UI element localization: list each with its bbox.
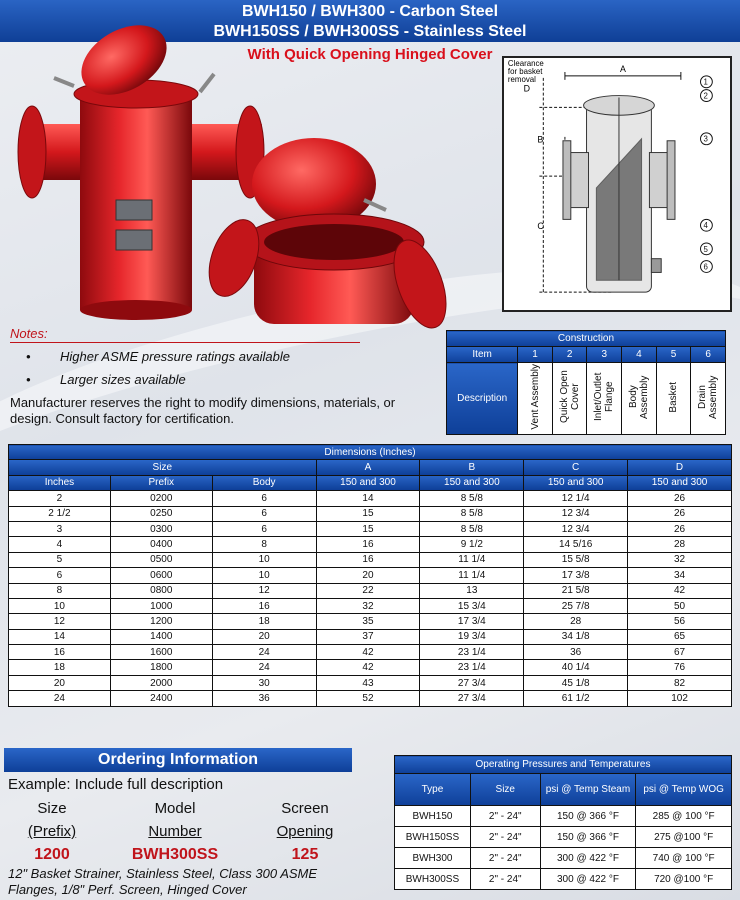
table-cell: 82 — [628, 675, 732, 690]
table-cell: 17 3/4 — [420, 614, 524, 629]
pressures-header: psi @ Temp WOG — [636, 774, 732, 806]
item-number: 3 — [587, 347, 622, 363]
table-cell: 34 — [628, 568, 732, 583]
dimension-row — [9, 552, 732, 567]
dim-header-c: C — [524, 460, 628, 475]
bullet: • — [26, 372, 31, 387]
table-cell: 15 — [316, 521, 420, 536]
table-cell: 1200 — [110, 614, 212, 629]
table-cell: BWH150SS — [395, 827, 471, 848]
callout-1: 1 — [703, 77, 708, 87]
table-cell: 15 — [316, 506, 420, 521]
clearance-note-line1: Clearance — [507, 59, 544, 69]
disclaimer-text: Manufacturer reserves the right to modify dimensions, materials, or design. Consult factory for certification. — [10, 395, 396, 426]
item-description: Basket — [668, 381, 679, 413]
dimensions-body — [9, 491, 732, 706]
table-cell: 11 1/4 — [420, 552, 524, 567]
item-description: Drain Assembly — [697, 375, 720, 419]
table-cell: 16 — [212, 598, 316, 613]
table-cell: 34 1/8 — [524, 629, 628, 644]
ordering-section — [4, 748, 354, 898]
pressures-title: Operating Pressures and Temperatures — [395, 756, 732, 774]
table-cell: 21 5/8 — [524, 583, 628, 598]
table-cell: 740 @ 100 °F — [636, 848, 732, 869]
table-cell: 150 @ 366 °F — [540, 806, 636, 827]
table-cell: 0600 — [110, 568, 212, 583]
dimension-row — [9, 675, 732, 690]
table-cell: 0400 — [110, 537, 212, 552]
table-cell: 11 1/4 — [420, 568, 524, 583]
dimension-row — [9, 537, 732, 552]
table-cell: 10 — [212, 568, 316, 583]
table-cell: BWH300SS — [395, 869, 471, 890]
table-cell: 6 — [9, 568, 111, 583]
table-cell: 56 — [628, 614, 732, 629]
table-cell: 20 — [316, 568, 420, 583]
model-value: BWH300SS — [131, 846, 219, 863]
table-cell: 40 1/4 — [524, 660, 628, 675]
table-cell: 16 — [316, 537, 420, 552]
table-cell: 15 5/8 — [524, 552, 628, 567]
table-cell: 720 @100 °F — [636, 869, 732, 890]
description-label: Description — [447, 363, 518, 435]
dimension-row — [9, 491, 732, 506]
ordering-title: Ordering Information — [4, 748, 352, 772]
dimension-row — [9, 598, 732, 613]
table-cell: 150 @ 366 °F — [540, 827, 636, 848]
item-description-cell — [656, 363, 691, 435]
table-cell: 1400 — [110, 629, 212, 644]
item-number: 1 — [518, 347, 553, 363]
ordering-description: 12" Basket Strainer, Stainless Steel, Class 300 ASME Flanges, 1/8" Perf. Screen, Hinged Cover — [8, 866, 318, 897]
table-cell: 12 3/4 — [524, 521, 628, 536]
dimension-row — [9, 614, 732, 629]
table-cell: 22 — [316, 583, 420, 598]
table-cell: 24 — [212, 660, 316, 675]
table-cell: BWH300 — [395, 848, 471, 869]
bullet: • — [26, 349, 31, 364]
item-number: 2 — [552, 347, 587, 363]
table-cell: 16 — [316, 552, 420, 567]
dim-header-a: A — [316, 460, 420, 475]
cutaway-diagram — [502, 56, 732, 312]
opening-label: Opening — [276, 823, 334, 840]
dim-header-d: D — [628, 460, 732, 475]
table-cell: 27 3/4 — [420, 675, 524, 690]
sub-header: Body — [212, 475, 316, 490]
table-cell: 35 — [316, 614, 420, 629]
sub-header: 150 and 300 — [316, 475, 420, 490]
item-description: Inlet/Outlet Flange — [593, 372, 616, 422]
dimension-row — [9, 583, 732, 598]
header-title-line2: BWH150SS / BWH300SS - Stainless Steel — [213, 23, 527, 40]
table-cell: 2" - 24" — [470, 848, 540, 869]
item-label: Item — [447, 347, 518, 363]
table-cell: 28 — [628, 537, 732, 552]
dimensions-title: Dimensions (Inches) — [9, 445, 732, 460]
table-cell: BWH150 — [395, 806, 471, 827]
table-cell: 16 — [9, 645, 111, 660]
table-cell: 12 1/4 — [524, 491, 628, 506]
callout-2: 2 — [703, 91, 708, 101]
table-cell: 15 3/4 — [420, 598, 524, 613]
table-cell: 36 — [524, 645, 628, 660]
item-number: 4 — [622, 347, 657, 363]
construction-title: Construction — [447, 331, 726, 347]
table-cell: 0500 — [110, 552, 212, 567]
table-cell: 6 — [212, 521, 316, 536]
pressure-row — [395, 869, 732, 890]
table-cell: 1000 — [110, 598, 212, 613]
table-cell: 26 — [628, 506, 732, 521]
table-cell: 4 — [9, 537, 111, 552]
pressures-header: psi @ Temp Steam — [540, 774, 636, 806]
table-cell: 6 — [212, 491, 316, 506]
size-label: Size — [37, 800, 67, 817]
table-cell: 27 3/4 — [420, 691, 524, 706]
dimension-row — [9, 645, 732, 660]
item-description: Vent Assembly — [529, 364, 541, 430]
dimension-row — [9, 506, 732, 521]
table-cell: 2" - 24" — [470, 806, 540, 827]
pressure-row — [395, 827, 732, 848]
table-cell: 24 — [212, 645, 316, 660]
note-item — [26, 372, 440, 387]
screen-value: 125 — [291, 846, 319, 863]
table-cell: 20 — [9, 675, 111, 690]
screen-label: Screen — [281, 800, 329, 817]
table-cell: 1800 — [110, 660, 212, 675]
table-cell: 52 — [316, 691, 420, 706]
dimension-row — [9, 521, 732, 536]
prefix-label: (Prefix) — [27, 823, 77, 840]
table-cell: 8 5/8 — [420, 521, 524, 536]
table-cell: 23 1/4 — [420, 645, 524, 660]
callout-4: 4 — [703, 221, 708, 231]
table-cell: 36 — [212, 691, 316, 706]
table-cell: 28 — [524, 614, 628, 629]
table-cell: 8 5/8 — [420, 491, 524, 506]
header-title-line1: BWH150 / BWH300 - Carbon Steel — [241, 3, 499, 20]
notes-title: Notes: — [10, 326, 360, 343]
pressure-row — [395, 806, 732, 827]
clearance-note-line2: for basket — [507, 66, 543, 76]
table-cell: 23 1/4 — [420, 660, 524, 675]
item-description-cell — [552, 363, 587, 435]
item-description-cell — [622, 363, 657, 435]
table-cell: 0300 — [110, 521, 212, 536]
table-cell: 12 — [212, 583, 316, 598]
construction-table — [446, 330, 726, 435]
table-cell: 65 — [628, 629, 732, 644]
table-cell: 42 — [316, 645, 420, 660]
table-cell: 275 @100 °F — [636, 827, 732, 848]
dimension-row — [9, 691, 732, 706]
table-cell: 0800 — [110, 583, 212, 598]
table-cell: 2400 — [110, 691, 212, 706]
table-cell: 18 — [9, 660, 111, 675]
table-cell: 102 — [628, 691, 732, 706]
model-label: Model — [154, 800, 196, 817]
sub-header: 150 and 300 — [628, 475, 732, 490]
sub-header: Inches — [9, 475, 111, 490]
sub-header: 150 and 300 — [524, 475, 628, 490]
dim-header-b: B — [420, 460, 524, 475]
item-number: 6 — [691, 347, 726, 363]
table-cell: 18 — [212, 614, 316, 629]
note-text: Higher ASME pressure ratings available — [60, 349, 291, 364]
table-cell: 10 — [212, 552, 316, 567]
table-cell: 45 1/8 — [524, 675, 628, 690]
table-cell: 9 1/2 — [420, 537, 524, 552]
dimensions-table — [8, 444, 732, 707]
table-cell: 67 — [628, 645, 732, 660]
table-cell: 20 — [212, 629, 316, 644]
table-cell: 76 — [628, 660, 732, 675]
table-cell: 2000 — [110, 675, 212, 690]
item-description-cell — [518, 363, 553, 435]
table-cell: 2 — [9, 491, 111, 506]
table-cell: 300 @ 422 °F — [540, 869, 636, 890]
table-cell: 2 1/2 — [9, 506, 111, 521]
table-cell: 5 — [9, 552, 111, 567]
page-subtitle: With Quick Opening Hinged Cover — [247, 46, 493, 63]
pressure-row — [395, 848, 732, 869]
note-item — [26, 349, 440, 364]
table-cell: 300 @ 422 °F — [540, 848, 636, 869]
item-number: 5 — [656, 347, 691, 363]
table-cell: 0250 — [110, 506, 212, 521]
table-cell: 8 — [9, 583, 111, 598]
table-cell: 12 3/4 — [524, 506, 628, 521]
table-cell: 42 — [316, 660, 420, 675]
table-cell: 30 — [212, 675, 316, 690]
pressures-table — [394, 755, 732, 890]
table-cell: 1600 — [110, 645, 212, 660]
table-cell: 12 — [9, 614, 111, 629]
dimension-row — [9, 629, 732, 644]
dim-label-a: A — [619, 63, 626, 74]
table-cell: 0200 — [110, 491, 212, 506]
clearance-note-line3: removal — [507, 74, 536, 84]
dim-label-d: D — [523, 83, 531, 94]
table-cell: 17 3/8 — [524, 568, 628, 583]
table-cell: 32 — [316, 598, 420, 613]
product-photo — [14, 14, 454, 334]
table-cell: 13 — [420, 583, 524, 598]
table-cell: 14 — [9, 629, 111, 644]
table-cell: 19 3/4 — [420, 629, 524, 644]
table-cell: 24 — [9, 691, 111, 706]
table-cell: 26 — [628, 491, 732, 506]
number-label: Number — [148, 823, 202, 840]
ordering-example: Example: Include full description — [8, 776, 224, 793]
callout-3: 3 — [703, 134, 708, 144]
table-cell: 285 @ 100 °F — [636, 806, 732, 827]
table-cell: 61 1/2 — [524, 691, 628, 706]
size-value: 1200 — [34, 846, 70, 863]
table-cell: 42 — [628, 583, 732, 598]
dim-label-c: C — [537, 221, 544, 232]
table-cell: 14 5/16 — [524, 537, 628, 552]
pressures-body — [395, 806, 732, 890]
pressures-header: Size — [470, 774, 540, 806]
ordering-grid — [4, 797, 354, 866]
note-text: Larger sizes available — [60, 372, 186, 387]
table-cell: 3 — [9, 521, 111, 536]
size-header: Size — [9, 460, 317, 475]
dimension-row — [9, 660, 732, 675]
table-cell: 32 — [628, 552, 732, 567]
item-description: Body Assembly — [627, 375, 650, 419]
item-description: Quick Open Cover — [558, 370, 581, 424]
notes-section — [10, 326, 440, 427]
table-cell: 50 — [628, 598, 732, 613]
table-cell: 6 — [212, 506, 316, 521]
table-cell: 43 — [316, 675, 420, 690]
item-description-cell — [587, 363, 622, 435]
sub-header: 150 and 300 — [420, 475, 524, 490]
dim-label-b: B — [537, 134, 544, 145]
dimension-row — [9, 568, 732, 583]
table-cell: 10 — [9, 598, 111, 613]
table-cell: 8 5/8 — [420, 506, 524, 521]
table-cell: 14 — [316, 491, 420, 506]
table-cell: 26 — [628, 521, 732, 536]
table-cell: 25 7/8 — [524, 598, 628, 613]
pressures-header: Type — [395, 774, 471, 806]
table-cell: 2" - 24" — [470, 869, 540, 890]
callout-5: 5 — [703, 244, 708, 254]
table-cell: 2" - 24" — [470, 827, 540, 848]
sub-header: Prefix — [110, 475, 212, 490]
table-cell: 8 — [212, 537, 316, 552]
callout-6: 6 — [703, 262, 708, 272]
item-description-cell — [691, 363, 726, 435]
table-cell: 37 — [316, 629, 420, 644]
